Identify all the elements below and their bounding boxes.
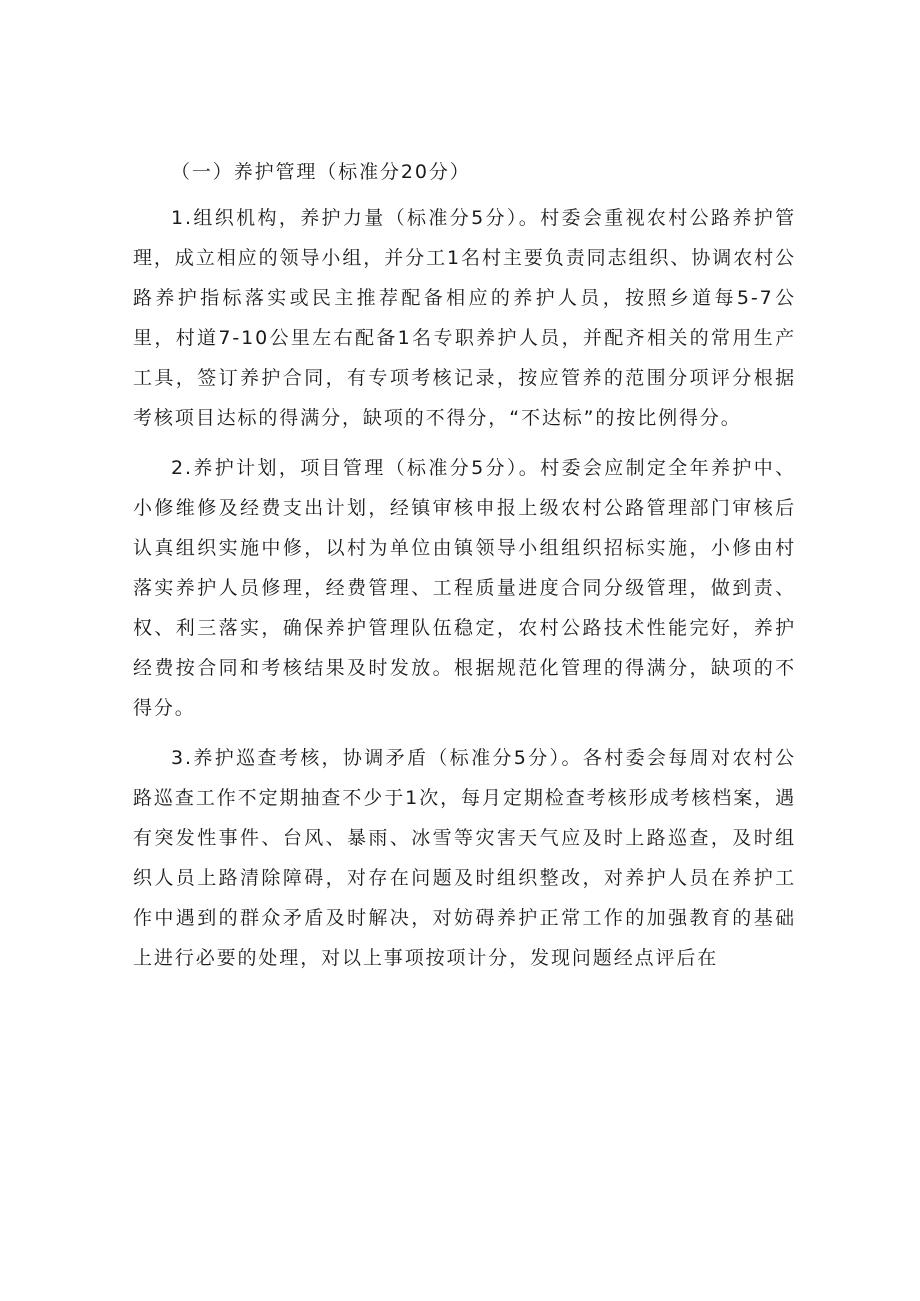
spacer xyxy=(133,728,796,738)
paragraph-text: 1.组织机构，养护力量（标准分5分）。村委会重视农村公路养护管理，成立相应的领导小组，并分工1名村主要负责同志组织、协调农村公路养护指标落实或民主推荐配备相应的养护人员，按照乡道每5-7公里，村道7-10公里左右配备1名专职养护人员，并配齐相关的常用生产工具，签订养护合同，有专项考核记录，按应管养的范围分项评分根据考核项目达标的得满分，缺项的不得分，“不达标”的按比例得分。 xyxy=(133,207,796,429)
spacer xyxy=(133,438,796,448)
section-heading: （一）养护管理（标准分20分） xyxy=(171,161,471,183)
paragraph-text: 2.养护计划，项目管理（标准分5分）。村委会应制定全年养护中、小修维修及经费支出计划，经镇审核申报上级农村公路管理部门审核后认真组织实施中修，以村为单位由镇领导小组组织招标实施，小修由村落实养护人员修理，经费管理、工程质量进度合同分级管理，做到责、权、利三落实，确保养护管理队伍稳定，农村公路技术性能完好，养护经费按合同和考核结果及时发放。根据规范化管理的得满分，缺项的不得分。 xyxy=(133,457,796,719)
paragraph-plan xyxy=(133,448,796,728)
paragraph-text: 3.养护巡查考核，协调矛盾（标准分5分）。各村委会每周对农村公路巡查工作不定期抽查不少于1次，每月定期检查考核形成考核档案，遇有突发性事件、台风、暴雨、冰雪等灾害天气应及时上路巡查，及时组织人员上路清除障碍，对存在问题及时组织整改，对养护人员在养护工作中遇到的群众矛盾及时解决，对妨碍养护正常工作的加强教育的基础上进行必要的处理，对以上事项按项计分，发现问题经点评后在 xyxy=(133,747,796,969)
document-body xyxy=(133,152,796,978)
paragraph-inspection xyxy=(133,738,796,978)
paragraph-organization xyxy=(133,198,796,438)
